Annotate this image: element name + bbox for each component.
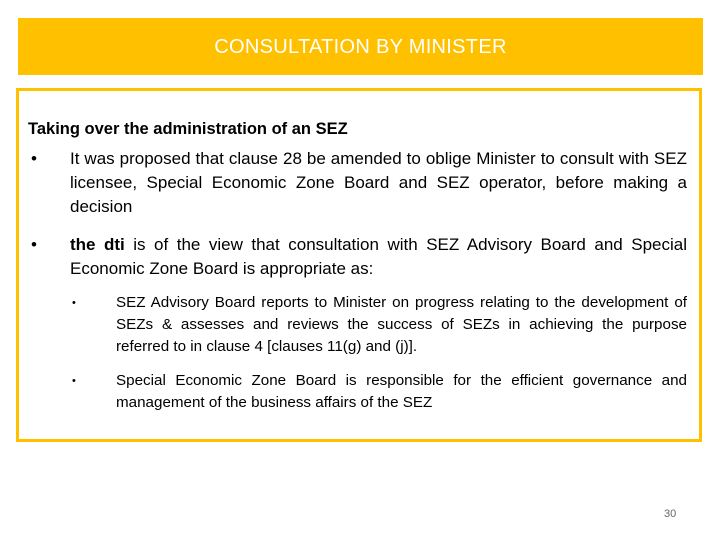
page-number: 30 bbox=[664, 508, 677, 520]
bullet-marker: • bbox=[31, 149, 37, 168]
bullet-text: It was proposed that clause 28 be amended to oblige Minister to consult with SEZ licensee, Special Economic Zone Board and SEZ operator, before making a decision bbox=[70, 149, 687, 216]
bullet-text-body: is of the view that consultation with SEZ Advisory Board and Special Economic Zone Board is appropriate as: bbox=[70, 235, 687, 278]
sub-bullet-list bbox=[28, 292, 689, 414]
bullet-item bbox=[28, 147, 689, 219]
bullet-marker: • bbox=[31, 235, 37, 254]
sub-bullet-text: Special Economic Zone Board is responsible for the efficient governance and management of the business affairs of the SEZ bbox=[116, 372, 687, 411]
bullet-text bbox=[70, 233, 689, 281]
title-banner bbox=[18, 18, 703, 75]
sub-bullet-item bbox=[60, 292, 689, 358]
slide-title: CONSULTATION BY MINISTER bbox=[214, 36, 507, 58]
content-box bbox=[16, 88, 702, 442]
sub-bullet-marker: • bbox=[72, 297, 76, 309]
bold-term: the dti bbox=[70, 235, 125, 254]
sub-bullet-marker: • bbox=[72, 375, 76, 387]
sub-bullet-item bbox=[60, 370, 689, 414]
section-heading: Taking over the administration of an SEZ bbox=[28, 120, 348, 138]
bullet-item bbox=[28, 233, 689, 281]
sub-bullet-text: SEZ Advisory Board reports to Minister on progress relating to the development of SEZs & assesses and reviews the success of SEZs in achieving the purpose referred to in clause 4 [clauses 11(g) and (j)]. bbox=[116, 294, 687, 355]
